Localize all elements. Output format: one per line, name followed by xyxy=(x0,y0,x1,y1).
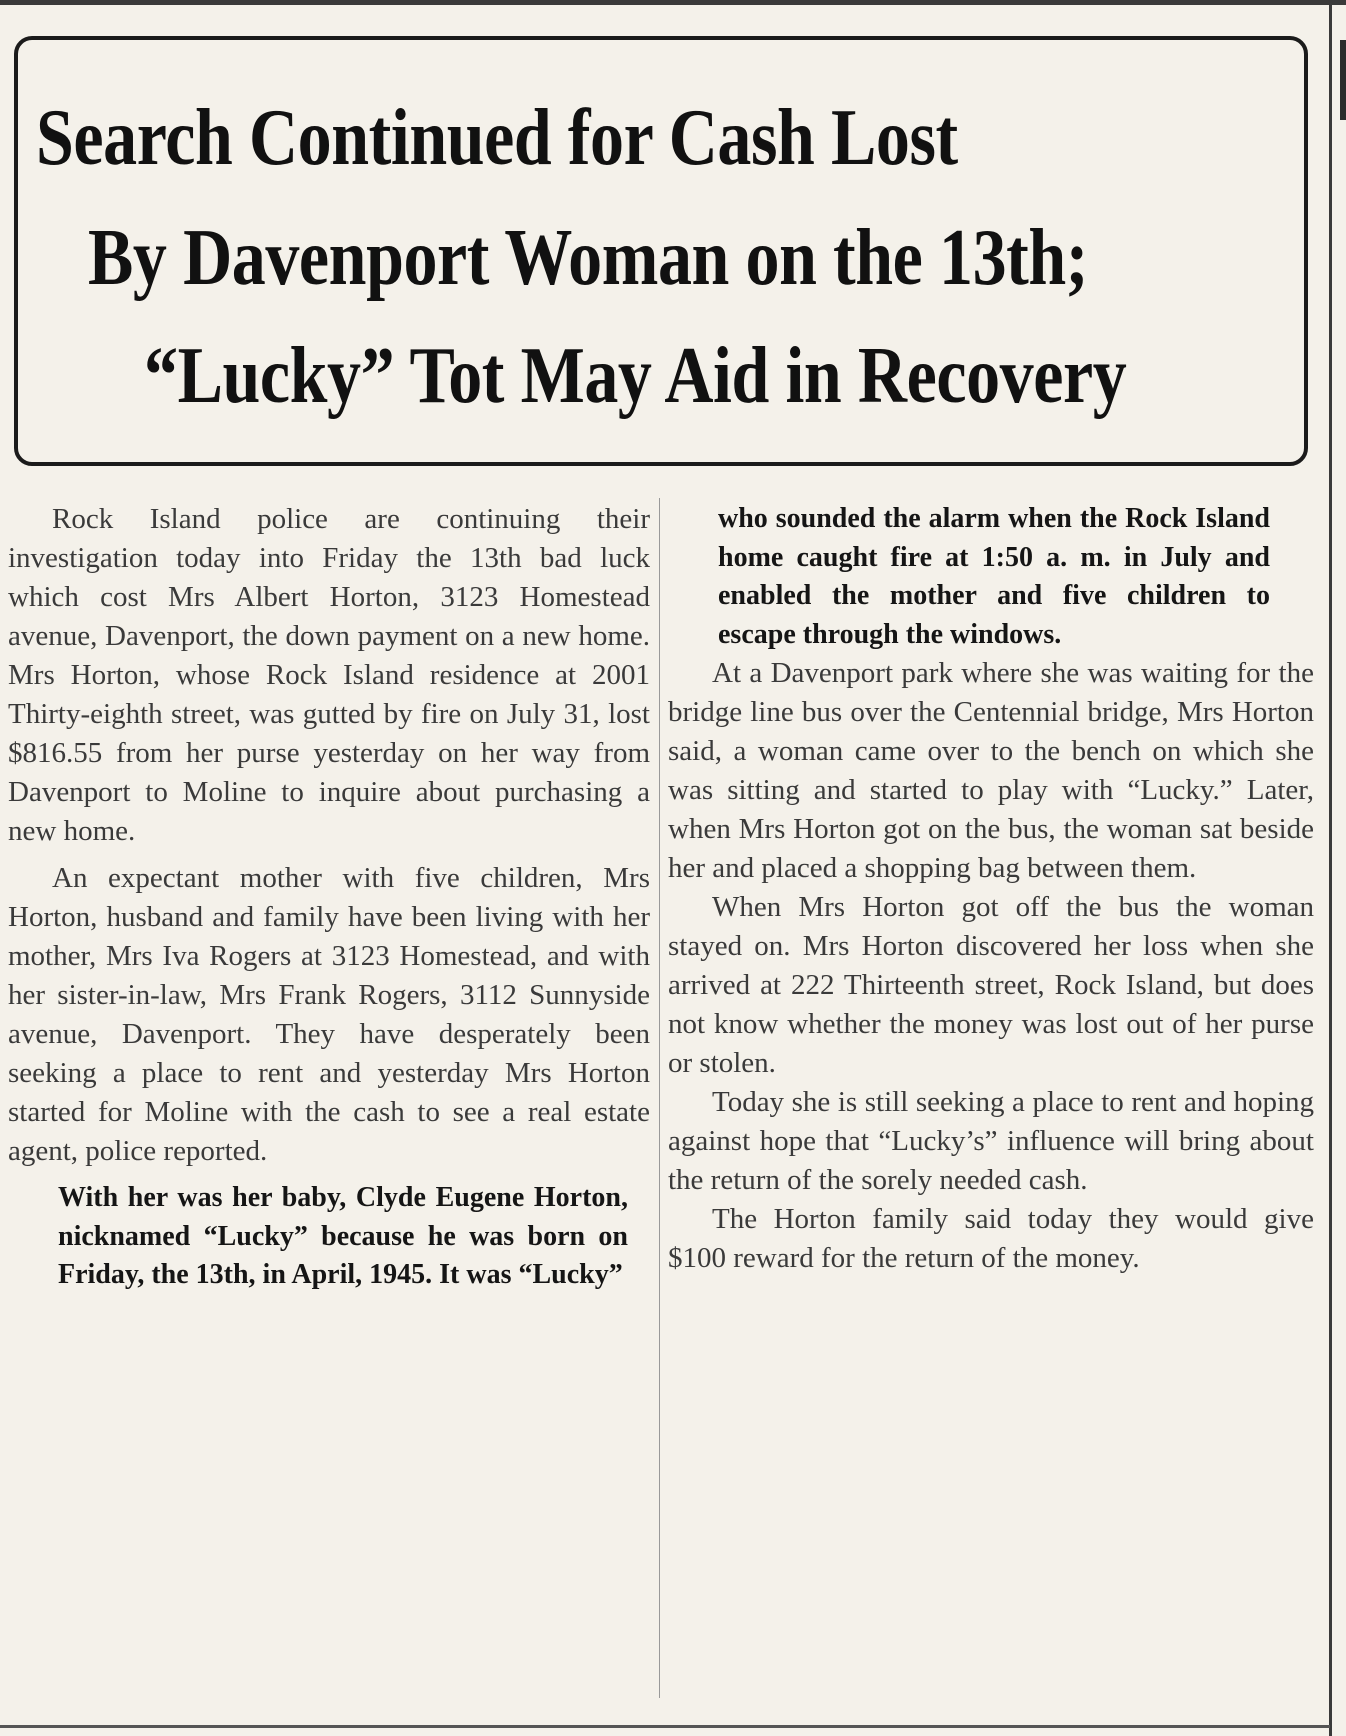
article-paragraph-bold: With her was her baby, Clyde Eugene Horton, nicknamed “Lucky” because he was born on Friday, the 13th, in April, 1945. It was “Lucky” xyxy=(58,1182,628,1290)
adjacent-column-edge xyxy=(1340,40,1346,120)
column-divider xyxy=(659,498,660,1698)
article-paragraph: Today she is still seeking a place to rent and hoping against hope that “Lucky’s” influence will bring about the return of the sorely needed cash. xyxy=(668,1086,1314,1196)
bottom-rule xyxy=(0,1725,1330,1728)
article-paragraph: At a Davenport park where she was waiting for the bridge line bus over the Centennial bridge, Mrs Horton said, a woman came over to the bench on which she was sitting and started to play with “Lucky.” Later, when Mrs Horton got on the bus, the woman sat beside her and placed a shopping bag between them. xyxy=(668,657,1314,884)
article-paragraph-bold: who sounded the alarm when the Rock Island home caught fire at 1:50 a. m. in July and enabled the mother and five children to escape through the windows. xyxy=(718,503,1270,650)
article-paragraph: When Mrs Horton got off the bus the woman stayed on. Mrs Horton discovered her loss when she arrived at 222 Thirteenth street, Rock Island, but does not know whether the money was lost out of her purse or stolen. xyxy=(668,891,1314,1079)
headline-line-3: “Lucky” Tot May Aid in Recovery xyxy=(144,332,1127,420)
article-paragraph: An expectant mother with five children, Mrs Horton, husband and family have been living with her mother, Mrs Iva Rogers at 3123 Homestead, and with her sister-in-law, Mrs Frank Rogers, 3112 Sunnyside avenue, Davenport. They have desperately been seeking a place to rent and yesterday Mrs Horton started for Moline with the cash to see a real estate agent, police reported. xyxy=(8,862,650,1167)
article-paragraph: The Horton family said today they would give $100 reward for the return of the money. xyxy=(668,1203,1314,1274)
article-column-1 xyxy=(8,500,650,1295)
article-column-2 xyxy=(668,500,1314,1278)
headline-line-1: Search Continued for Cash Lost xyxy=(36,94,958,182)
top-rule xyxy=(0,0,1346,5)
column-rule-right xyxy=(1329,0,1332,1736)
headline-line-2: By Davenport Woman on the 13th; xyxy=(88,214,1088,302)
article-paragraph: Rock Island police are continuing their investigation today into Friday the 13th bad luck which cost Mrs Albert Horton, 3123 Homestead avenue, Davenport, the down payment on a new home. Mrs Horton, whose Rock Island residence at 2001 Thirty-eighth street, was gutted by fire on July 31, lost $816.55 from her purse yesterday on her way from Davenport to Moline to inquire about purchasing a new home. xyxy=(8,503,650,847)
